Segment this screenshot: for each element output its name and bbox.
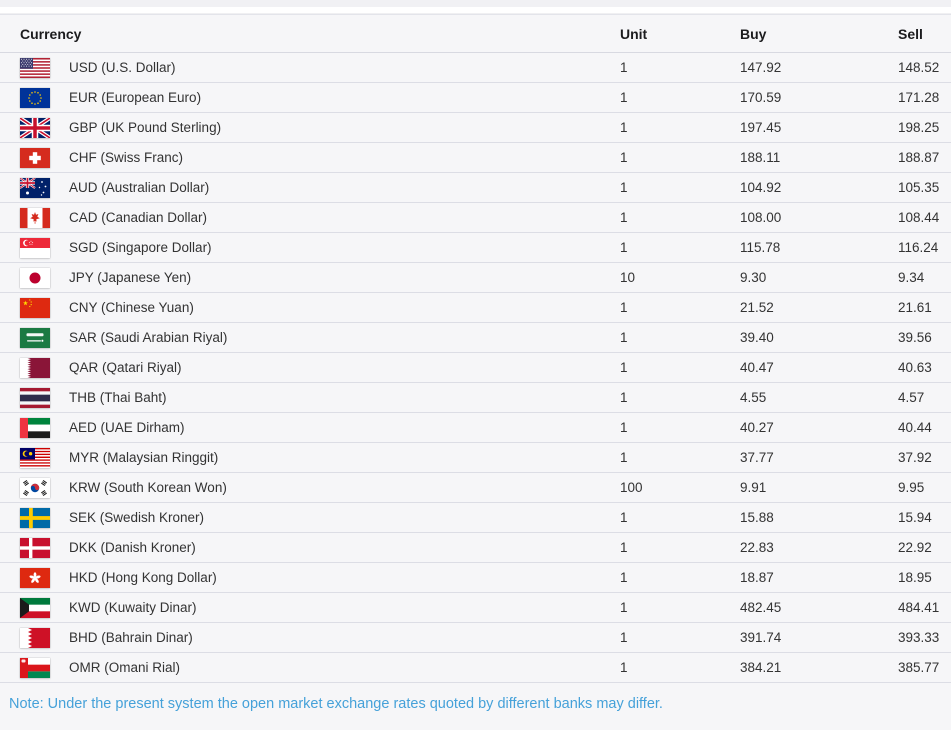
sell-value: 22.92 [898, 540, 932, 555]
currency-label: BHD (Bahrain Dinar) [69, 630, 193, 645]
currency-cell [20, 148, 620, 168]
sell-value: 21.61 [898, 300, 932, 315]
qa-flag-icon [20, 358, 50, 378]
table-row [0, 263, 951, 293]
table-row [0, 53, 951, 83]
exchange-rate-table [0, 14, 951, 683]
currency-cell [20, 298, 620, 318]
currency-label: GBP (UK Pound Sterling) [69, 120, 222, 135]
sell-value: 385.77 [898, 660, 940, 675]
sell-value: 484.41 [898, 600, 940, 615]
unit-value: 1 [620, 180, 628, 195]
jp-flag-icon [20, 268, 50, 288]
kr-flag-icon [20, 478, 50, 498]
unit-value: 1 [620, 630, 628, 645]
table-row [0, 293, 951, 323]
currency-cell [20, 238, 620, 258]
currency-label: CAD (Canadian Dollar) [69, 210, 208, 225]
table-row [0, 593, 951, 623]
unit-value: 1 [620, 60, 628, 75]
table-row [0, 83, 951, 113]
currency-label: OMR (Omani Rial) [69, 660, 181, 675]
buy-value: 9.91 [740, 480, 767, 495]
table-row [0, 563, 951, 593]
sell-value: 9.95 [898, 480, 925, 495]
buy-value: 40.27 [740, 420, 774, 435]
buy-value: 170.59 [740, 90, 782, 105]
om-flag-icon [20, 658, 50, 678]
unit-value: 1 [620, 300, 628, 315]
table-row [0, 533, 951, 563]
table-row [0, 323, 951, 353]
sell-value: 4.57 [898, 390, 925, 405]
sell-value: 108.44 [898, 210, 940, 225]
unit-value: 1 [620, 420, 628, 435]
currency-label: EUR (European Euro) [69, 90, 202, 105]
hk-flag-icon [20, 568, 50, 588]
sell-value: 393.33 [898, 630, 940, 645]
unit-value: 1 [620, 660, 628, 675]
currency-label: HKD (Hong Kong Dollar) [69, 570, 217, 585]
buy-value: 147.92 [740, 60, 782, 75]
unit-value: 10 [620, 270, 636, 285]
unit-value: 100 [620, 480, 643, 495]
sell-value: 198.25 [898, 120, 940, 135]
table-row [0, 413, 951, 443]
unit-value: 1 [620, 210, 628, 225]
buy-value: 104.92 [740, 180, 782, 195]
my-flag-icon [20, 448, 50, 468]
top-divider [0, 7, 951, 14]
buy-value: 22.83 [740, 540, 774, 555]
sell-value: 37.92 [898, 450, 932, 465]
unit-value: 1 [620, 540, 628, 555]
buy-value: 39.40 [740, 330, 774, 345]
sell-value: 39.56 [898, 330, 932, 345]
sell-value: 15.94 [898, 510, 932, 525]
currency-cell [20, 478, 620, 498]
buy-value: 482.45 [740, 600, 782, 615]
currency-label: SEK (Swedish Kroner) [69, 510, 205, 525]
currency-cell [20, 418, 620, 438]
sell-value: 171.28 [898, 90, 940, 105]
buy-value: 9.30 [740, 270, 767, 285]
unit-value: 1 [620, 120, 628, 135]
table-row [0, 143, 951, 173]
gb-flag-icon [20, 118, 50, 138]
eu-flag-icon [20, 88, 50, 108]
currency-cell [20, 448, 620, 468]
currency-cell [20, 88, 620, 108]
buy-value: 15.88 [740, 510, 774, 525]
buy-value: 4.55 [740, 390, 767, 405]
currency-cell [20, 568, 620, 588]
ch-flag-icon [20, 148, 50, 168]
sell-value: 9.34 [898, 270, 925, 285]
table-row [0, 623, 951, 653]
currency-cell [20, 508, 620, 528]
ca-flag-icon [20, 208, 50, 228]
sell-value: 116.24 [898, 240, 939, 255]
buy-value: 108.00 [740, 210, 782, 225]
currency-label: AUD (Australian Dollar) [69, 180, 210, 195]
table-row [0, 203, 951, 233]
currency-cell [20, 628, 620, 648]
currency-label: CNY (Chinese Yuan) [69, 300, 194, 315]
currency-label: JPY (Japanese Yen) [69, 270, 192, 285]
currency-label: DKK (Danish Kroner) [69, 540, 196, 555]
column-header-buy: Buy [740, 25, 767, 42]
unit-value: 1 [620, 150, 628, 165]
table-row [0, 113, 951, 143]
currency-label: THB (Thai Baht) [69, 390, 167, 405]
currency-label: AED (UAE Dirham) [69, 420, 185, 435]
unit-value: 1 [620, 600, 628, 615]
currency-cell [20, 268, 620, 288]
table-body [0, 53, 951, 683]
currency-cell [20, 208, 620, 228]
ae-flag-icon [20, 418, 50, 438]
buy-value: 188.11 [740, 150, 781, 165]
currency-cell [20, 328, 620, 348]
currency-label: USD (U.S. Dollar) [69, 60, 176, 75]
currency-cell [20, 658, 620, 678]
unit-value: 1 [620, 330, 628, 345]
buy-value: 40.47 [740, 360, 774, 375]
unit-value: 1 [620, 360, 628, 375]
sell-value: 105.35 [898, 180, 940, 195]
currency-label: KRW (South Korean Won) [69, 480, 227, 495]
currency-label: MYR (Malaysian Ringgit) [69, 450, 219, 465]
currency-label: CHF (Swiss Franc) [69, 150, 183, 165]
currency-cell [20, 58, 620, 78]
sell-value: 188.87 [898, 150, 940, 165]
unit-value: 1 [620, 570, 628, 585]
note-text: Note: Under the present system the open market exchange rates quoted by different banks may differ. [9, 696, 663, 712]
se-flag-icon [20, 508, 50, 528]
unit-value: 1 [620, 450, 628, 465]
unit-value: 1 [620, 510, 628, 525]
table-row [0, 353, 951, 383]
table-header-row [0, 14, 951, 53]
currency-cell [20, 598, 620, 618]
bh-flag-icon [20, 628, 50, 648]
us-flag-icon [20, 58, 50, 78]
column-header-sell: Sell [898, 25, 923, 42]
buy-value: 391.74 [740, 630, 782, 645]
buy-value: 197.45 [740, 120, 782, 135]
kw-flag-icon [20, 598, 50, 618]
au-flag-icon [20, 178, 50, 198]
currency-cell [20, 388, 620, 408]
currency-label: SGD (Singapore Dollar) [69, 240, 212, 255]
unit-value: 1 [620, 240, 628, 255]
sell-value: 148.52 [898, 60, 940, 75]
table-row [0, 173, 951, 203]
sell-value: 40.63 [898, 360, 932, 375]
dk-flag-icon [20, 538, 50, 558]
buy-value: 21.52 [740, 300, 774, 315]
column-header-unit: Unit [620, 25, 648, 42]
unit-value: 1 [620, 90, 628, 105]
currency-cell [20, 118, 620, 138]
buy-value: 18.87 [740, 570, 774, 585]
cn-flag-icon [20, 298, 50, 318]
column-header-currency: Currency [20, 25, 82, 42]
sg-flag-icon [20, 238, 50, 258]
currency-label: KWD (Kuwaity Dinar) [69, 600, 197, 615]
buy-value: 384.21 [740, 660, 782, 675]
sa-flag-icon [20, 328, 50, 348]
th-flag-icon [20, 388, 50, 408]
sell-value: 40.44 [898, 420, 932, 435]
table-row [0, 473, 951, 503]
table-row [0, 383, 951, 413]
top-band [0, 0, 951, 7]
buy-value: 37.77 [740, 450, 774, 465]
table-row [0, 503, 951, 533]
table-row [0, 653, 951, 683]
currency-label: SAR (Saudi Arabian Riyal) [69, 330, 228, 345]
currency-cell [20, 178, 620, 198]
currency-cell [20, 358, 620, 378]
currency-cell [20, 538, 620, 558]
table-row [0, 443, 951, 473]
currency-label: QAR (Qatari Riyal) [69, 360, 182, 375]
table-row [0, 233, 951, 263]
sell-value: 18.95 [898, 570, 932, 585]
buy-value: 115.78 [740, 240, 781, 255]
unit-value: 1 [620, 390, 628, 405]
